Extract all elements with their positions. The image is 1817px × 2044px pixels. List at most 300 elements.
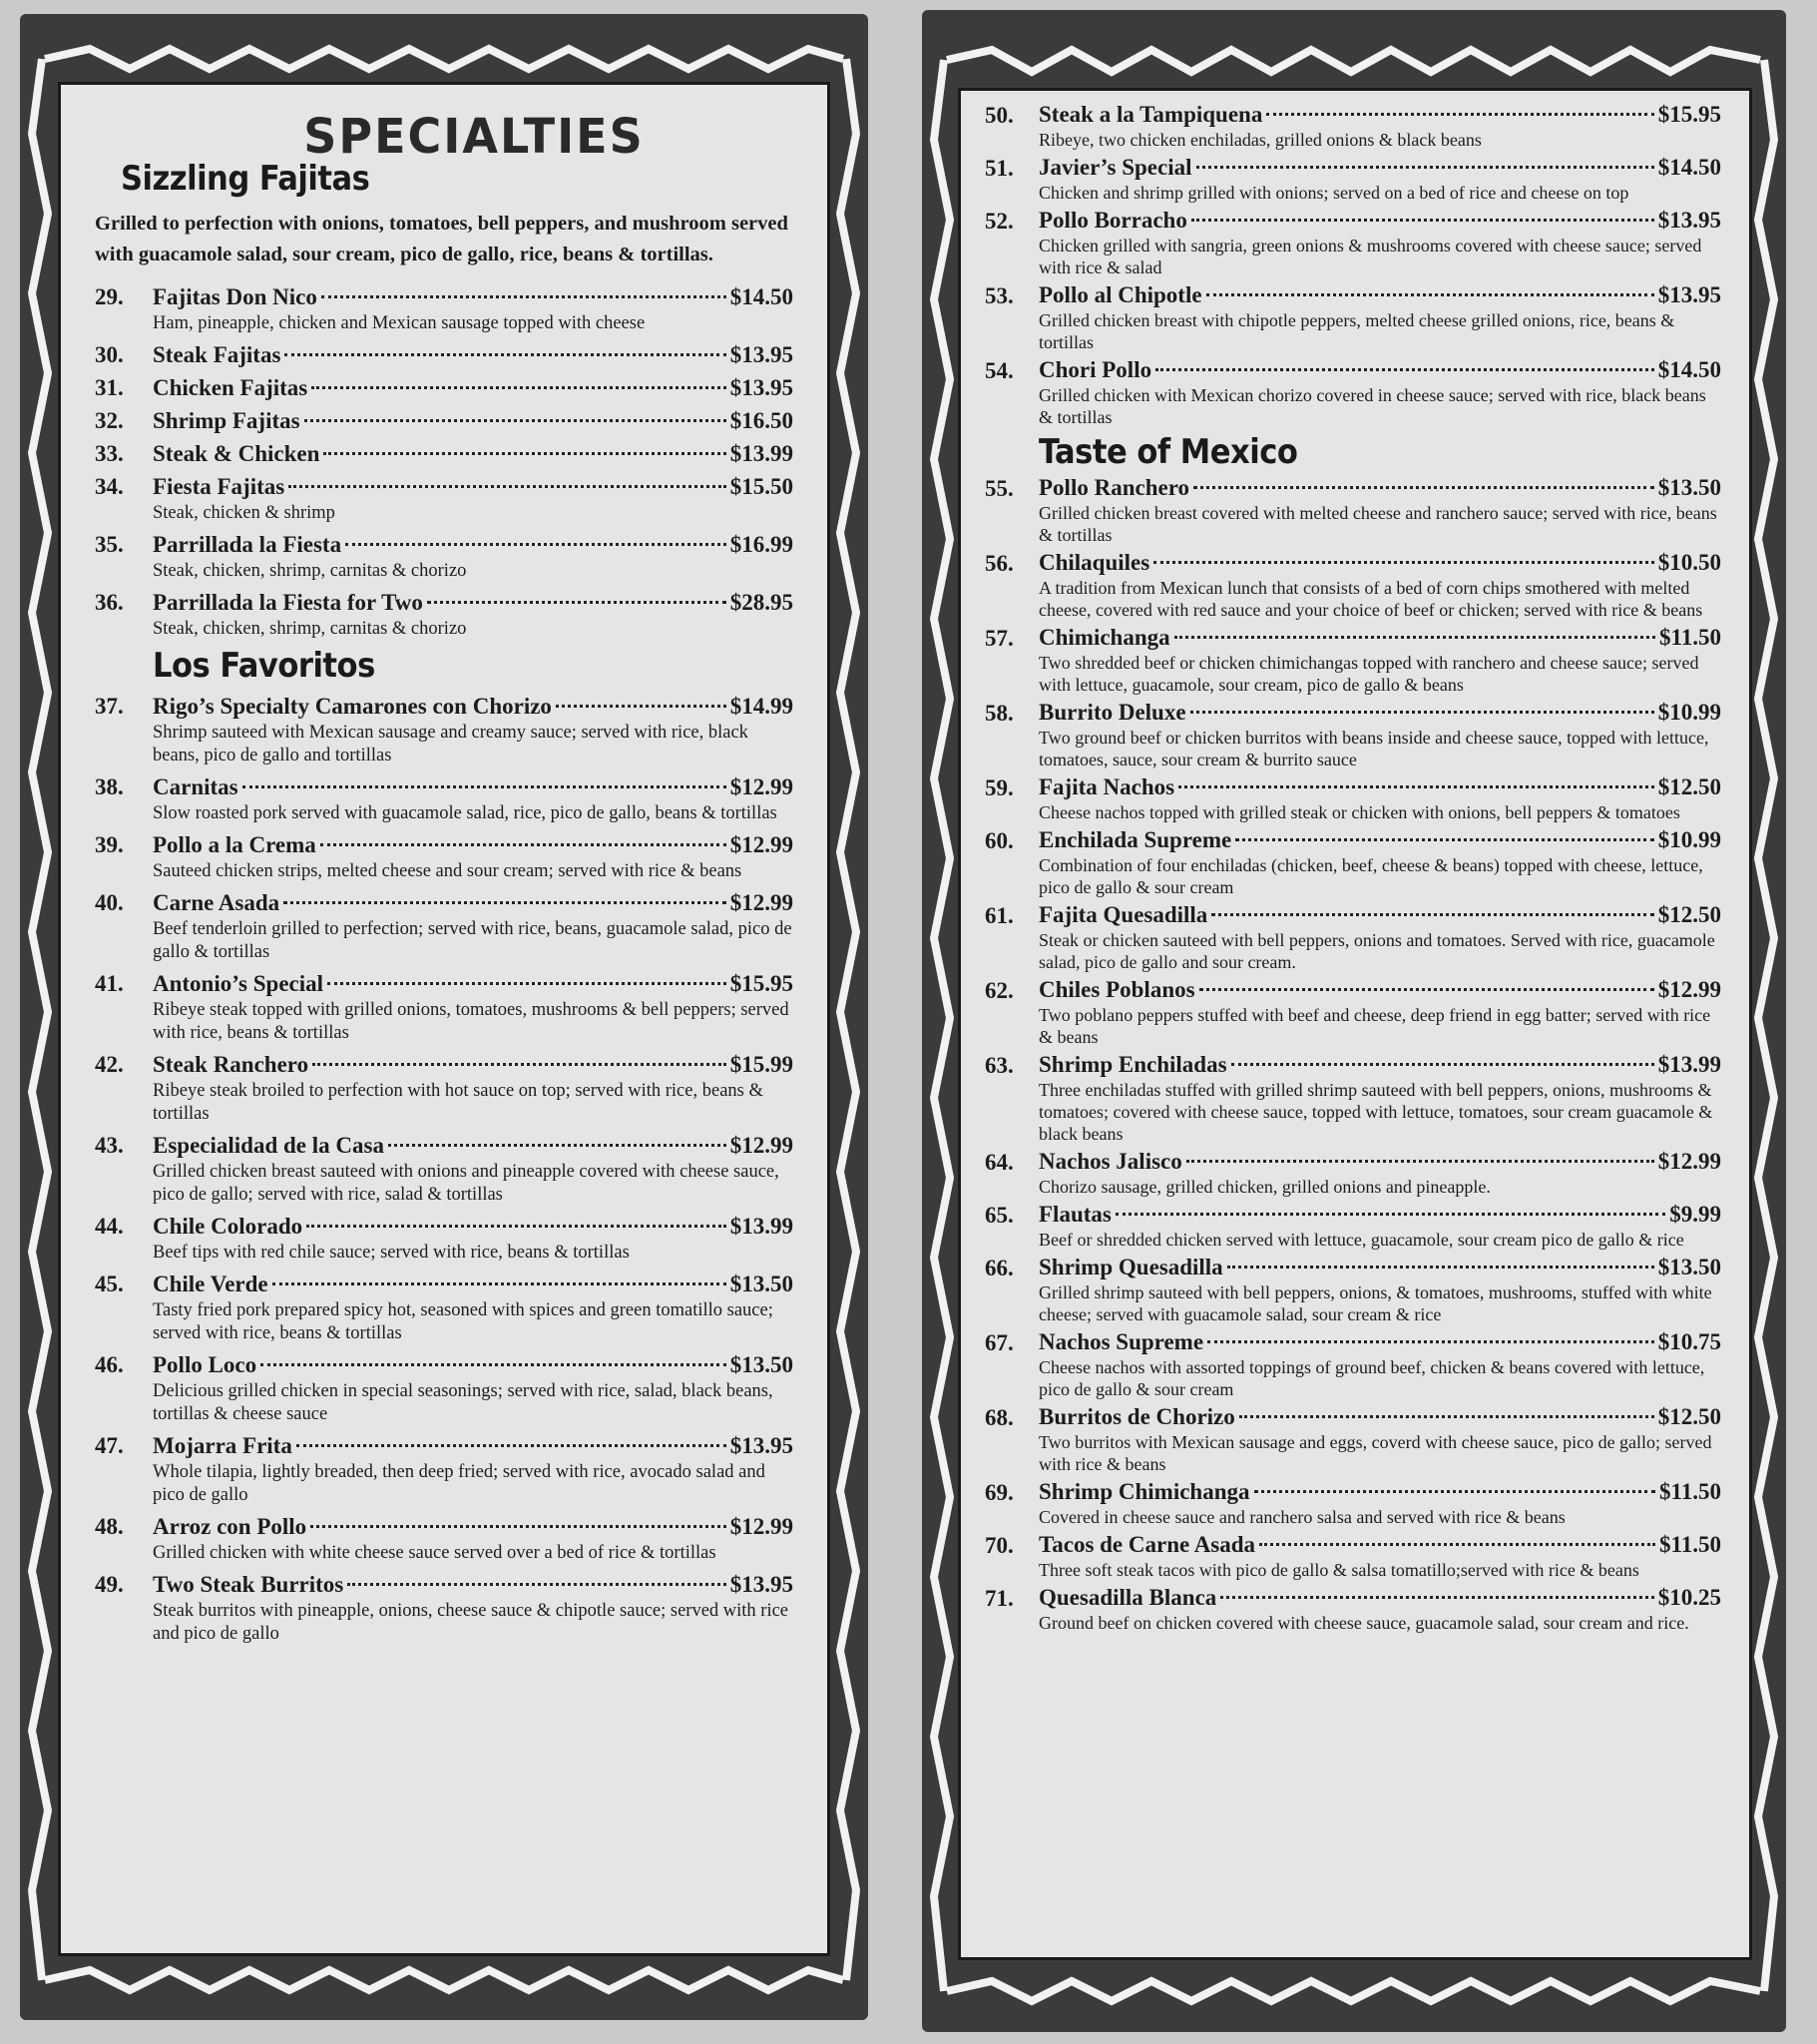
item-body xyxy=(1039,624,1721,696)
dot-leader xyxy=(1153,561,1654,564)
menu-page-right xyxy=(958,88,1752,1960)
menu-item xyxy=(985,1328,1721,1400)
item-body xyxy=(1039,1254,1721,1325)
item-price: $15.95 xyxy=(729,971,793,996)
item-line xyxy=(153,282,793,312)
item-name: Tacos de Carne Asada xyxy=(1039,1532,1256,1557)
item-price: $14.99 xyxy=(729,694,793,719)
item-description: Ribeye steak broiled to perfection with hot sauce on top; served with rice, beans & tortillas xyxy=(153,1081,763,1124)
menu-item xyxy=(95,1431,793,1507)
item-price: $13.95 xyxy=(1657,208,1721,233)
item-price: $14.50 xyxy=(1657,155,1721,180)
menu-item xyxy=(985,1478,1721,1528)
item-description: Two ground beef or chicken burritos with beans inside and cheese sauce, topped with lettuce, tomatoes, sauce, sour cream & burrito sauce xyxy=(1039,728,1709,769)
item-number: 33. xyxy=(95,441,124,466)
dot-leader xyxy=(1259,1543,1655,1546)
item-description: Steak or chicken sauteed with bell peppers, onions and tomatoes. Served with rice, guacamole salad, pico de gallo and sour cream. xyxy=(1039,930,1715,972)
menu-item xyxy=(985,1531,1721,1581)
dot-leader xyxy=(1206,293,1654,296)
item-number: 69. xyxy=(985,1480,1014,1505)
item-line xyxy=(153,373,793,403)
item-line xyxy=(1039,1051,1721,1079)
dot-leader xyxy=(1178,785,1654,788)
dot-leader xyxy=(1231,1063,1654,1066)
dot-leader xyxy=(1155,368,1654,371)
item-body xyxy=(1039,207,1721,278)
menu-panel-left xyxy=(20,14,868,2020)
menu-list-right xyxy=(985,101,1721,1634)
menu-item xyxy=(985,1051,1721,1145)
item-description: Slow roasted pork served with guacamole salad, rice, pico de gallo, beans & tortillas xyxy=(153,803,777,823)
item-number: 35. xyxy=(95,532,124,557)
item-number: 63. xyxy=(985,1053,1014,1078)
item-name: Quesadilla Blanca xyxy=(1039,1585,1217,1610)
item-body xyxy=(1039,976,1721,1048)
item-number: 46. xyxy=(95,1352,124,1377)
item-body xyxy=(1039,773,1721,823)
item-description: Combination of four enchiladas (chicken, beef, cheese & beans) topped with cheese, lettuce, pico de gallo & sour cream xyxy=(1039,855,1703,897)
item-line xyxy=(1039,826,1721,854)
item-name: Nachos Supreme xyxy=(1039,1329,1204,1354)
item-name: Especialidad de la Casa xyxy=(153,1133,384,1158)
menu-item xyxy=(95,1512,793,1565)
item-number: 29. xyxy=(95,284,124,309)
menu-list-left xyxy=(95,282,793,1646)
item-price: $13.99 xyxy=(729,1214,793,1239)
item-line xyxy=(1039,976,1721,1004)
dot-leader xyxy=(1235,838,1654,841)
item-name: Steak & Chicken xyxy=(153,441,320,466)
dot-leader xyxy=(1254,1490,1656,1493)
item-body xyxy=(1039,474,1721,546)
item-price: $13.50 xyxy=(729,1352,793,1377)
item-number: 64. xyxy=(985,1150,1014,1175)
item-name: Steak Ranchero xyxy=(153,1052,309,1077)
item-name: Chimichanga xyxy=(1039,625,1170,650)
item-body xyxy=(153,1570,793,1646)
category-heading-wrap xyxy=(985,432,1721,472)
item-body xyxy=(153,373,793,403)
menu-item xyxy=(985,207,1721,278)
item-body xyxy=(153,588,793,641)
item-description: Covered in cheese sauce and ranchero salsa and served with rice & beans xyxy=(1039,1507,1566,1527)
menu-item xyxy=(985,281,1721,353)
item-number: 55. xyxy=(985,476,1014,501)
dot-leader xyxy=(1186,1160,1654,1163)
dot-leader xyxy=(1174,636,1655,639)
item-description: Two shredded beef or chicken chimichangas topped with ranchero and cheese sauce; served with lettuce, guacamole, sour cream, pico de gallo & beans xyxy=(1039,653,1699,695)
item-name: Antonio’s Special xyxy=(153,971,324,996)
dot-leader xyxy=(296,1444,726,1447)
item-line xyxy=(153,969,793,999)
item-price: $12.99 xyxy=(729,1514,793,1539)
item-name: Arroz con Pollo xyxy=(153,1514,307,1539)
dot-leader xyxy=(388,1144,726,1147)
item-price: $12.50 xyxy=(1657,902,1721,927)
item-name: Parrillada la Fiesta for Two xyxy=(153,590,423,615)
menu-item xyxy=(95,1270,793,1345)
dot-leader xyxy=(1196,166,1654,169)
item-body xyxy=(1039,1403,1721,1475)
item-name: Chile Colorado xyxy=(153,1214,303,1239)
item-line xyxy=(1039,1584,1721,1612)
item-name: Shrimp Chimichanga xyxy=(1039,1479,1250,1504)
dot-leader xyxy=(283,901,726,904)
item-line xyxy=(153,588,793,618)
menu-item xyxy=(985,1254,1721,1325)
item-description: Grilled shrimp sauteed with bell peppers, onions, & tomatoes, mushrooms, stuffed with white cheese; served with guacamole salad, sour cream & rice xyxy=(1039,1282,1712,1324)
item-line xyxy=(153,1512,793,1542)
dot-leader xyxy=(320,843,726,846)
menu-item xyxy=(985,1148,1721,1198)
item-price: $15.50 xyxy=(729,474,793,499)
item-description: Chicken and shrimp grilled with onions; served on a bed of rice and cheese on top xyxy=(1039,183,1629,203)
item-line xyxy=(1039,207,1721,235)
dot-leader xyxy=(1116,1213,1665,1216)
item-price: $11.50 xyxy=(1659,1532,1721,1557)
item-line xyxy=(1039,356,1721,384)
item-name: Steak Fajitas xyxy=(153,342,281,367)
item-name: Shrimp Quesadilla xyxy=(1039,1255,1223,1279)
item-name: Carnitas xyxy=(153,774,238,799)
item-body xyxy=(153,406,793,436)
item-number: 47. xyxy=(95,1433,124,1458)
item-number: 38. xyxy=(95,774,124,799)
item-body xyxy=(153,969,793,1045)
item-price: $13.50 xyxy=(1657,475,1721,500)
item-body xyxy=(153,692,793,767)
item-description: Chicken grilled with sangria, green onions & mushrooms covered with cheese sauce; served with rice & salad xyxy=(1039,236,1702,277)
item-line xyxy=(1039,901,1721,929)
item-body xyxy=(153,888,793,964)
item-name: Chiles Poblanos xyxy=(1039,977,1195,1002)
item-name: Chori Pollo xyxy=(1039,357,1152,382)
fajitas-items xyxy=(95,282,793,641)
item-number: 65. xyxy=(985,1203,1014,1228)
menu-item xyxy=(985,101,1721,151)
item-description: Cheese nachos with assorted toppings of ground beef, chicken & beans covered with lettuce, pico de gallo & sour cream xyxy=(1039,1357,1705,1399)
menu-item xyxy=(95,340,793,370)
item-line xyxy=(1039,281,1721,309)
item-price: $13.50 xyxy=(729,1272,793,1296)
item-price: $14.50 xyxy=(1657,357,1721,382)
category-heading-taste-of-mexico: Taste of Mexico xyxy=(1039,432,1298,472)
item-name: Fiesta Fajitas xyxy=(153,474,285,499)
dot-leader xyxy=(1199,988,1654,991)
item-body xyxy=(1039,1584,1721,1634)
dot-leader xyxy=(321,295,726,298)
item-name: Pollo a la Crema xyxy=(153,832,316,857)
item-line xyxy=(153,888,793,918)
menu-panel-right xyxy=(922,10,1786,2032)
item-line xyxy=(1039,699,1721,727)
item-body xyxy=(153,1212,793,1265)
item-number: 71. xyxy=(985,1586,1014,1611)
dot-leader xyxy=(260,1363,726,1366)
menu-item xyxy=(95,888,793,964)
item-price: $12.99 xyxy=(729,832,793,857)
item-price: $16.99 xyxy=(729,532,793,557)
item-name: Chile Verde xyxy=(153,1272,268,1296)
dot-leader xyxy=(272,1282,726,1285)
item-number: 41. xyxy=(95,971,124,996)
item-number: 43. xyxy=(95,1133,124,1158)
item-description: Steak, chicken, shrimp, carnitas & chorizo xyxy=(153,619,467,639)
item-name: Javier’s Special xyxy=(1039,155,1192,180)
dot-leader xyxy=(347,1583,726,1586)
menu-item xyxy=(95,1212,793,1265)
item-price: $13.50 xyxy=(1657,1255,1721,1279)
item-body xyxy=(1039,901,1721,973)
item-description: Three enchiladas stuffed with grilled shrimp sauteed with bell peppers, onions, mushrooms & tomatoes; covered with cheese sauce, topped with lettuce, tomatoes, sour cream guacamole & black beans xyxy=(1039,1080,1713,1144)
item-description: Delicious grilled chicken in special seasonings; served with rice, salad, black beans, tortillas & cheese sauce xyxy=(153,1381,773,1424)
item-price: $13.95 xyxy=(729,1433,793,1458)
item-line xyxy=(153,830,793,860)
item-number: 40. xyxy=(95,890,124,915)
dot-leader xyxy=(1211,913,1653,916)
dot-leader xyxy=(1190,711,1654,714)
item-number: 51. xyxy=(985,156,1014,181)
item-name: Carne Asada xyxy=(153,890,280,915)
item-number: 54. xyxy=(985,358,1014,383)
item-price: $9.99 xyxy=(1669,1202,1721,1227)
item-name: Rigo’s Specialty Camarones con Chorizo xyxy=(153,694,552,719)
dot-leader xyxy=(1239,1415,1654,1418)
item-line xyxy=(1039,154,1721,182)
item-price: $12.99 xyxy=(1657,1149,1721,1174)
item-line xyxy=(153,406,793,436)
item-description: Grilled chicken breast sauteed with onions and pineapple covered with cheese sauce, pico de gallo; served with rice, salad & tortillas xyxy=(153,1162,779,1205)
item-description: Two burritos with Mexican sausage and eggs, coverd with cheese sauce, pico de gallo; served with rice & beans xyxy=(1039,1432,1712,1474)
favoritos-items xyxy=(95,692,793,1646)
menu-item xyxy=(985,549,1721,621)
item-description: Steak, chicken, shrimp, carnitas & chorizo xyxy=(153,561,467,581)
item-number: 66. xyxy=(985,1256,1014,1280)
item-description: Three soft steak tacos with pico de gallo & salsa tomatillo;served with rice & beans xyxy=(1039,1560,1639,1580)
item-line xyxy=(153,1570,793,1600)
item-body xyxy=(153,1512,793,1565)
item-name: Pollo Loco xyxy=(153,1352,257,1377)
item-line xyxy=(1039,624,1721,652)
dot-leader xyxy=(427,601,726,604)
item-price: $12.50 xyxy=(1657,1404,1721,1429)
item-number: 42. xyxy=(95,1052,124,1077)
item-price: $14.50 xyxy=(729,284,793,309)
item-body xyxy=(1039,1051,1721,1145)
item-body xyxy=(153,472,793,525)
item-number: 57. xyxy=(985,626,1014,651)
category-heading-fajitas: Sizzling Fajitas xyxy=(121,159,370,199)
item-description: Shrimp sauteed with Mexican sausage and creamy sauce; served with rice, black beans, pico de gallo and tortillas xyxy=(153,723,748,766)
item-description: Grilled chicken breast with chipotle peppers, melted cheese grilled onions, rice, beans & tortillas xyxy=(1039,310,1675,352)
item-body xyxy=(153,1431,793,1507)
item-body xyxy=(153,772,793,825)
item-description: Steak burritos with pineapple, onions, cheese sauce & chipotle sauce; served with rice and pico de gallo xyxy=(153,1601,789,1644)
item-description: Whole tilapia, lightly breaded, then deep fried; served with rice, avocado salad and pico de gallo xyxy=(153,1462,765,1505)
item-number: 58. xyxy=(985,701,1014,726)
item-body xyxy=(1039,281,1721,353)
menu-item xyxy=(985,624,1721,696)
menu-item xyxy=(95,1131,793,1207)
item-description: Beef or shredded chicken served with lettuce, guacamole, sour cream pico de gallo & rice xyxy=(1039,1230,1684,1250)
item-line xyxy=(1039,1478,1721,1506)
item-body xyxy=(153,282,793,335)
item-body xyxy=(153,1350,793,1426)
item-description: Chorizo sausage, grilled chicken, grilled onions and pineapple. xyxy=(1039,1177,1491,1197)
item-line xyxy=(153,340,793,370)
item-price: $15.95 xyxy=(1657,102,1721,127)
item-name: Mojarra Frita xyxy=(153,1433,292,1458)
item-line xyxy=(1039,1201,1721,1229)
item-name: Chicken Fajitas xyxy=(153,375,308,400)
menu-item xyxy=(95,530,793,583)
item-price: $12.50 xyxy=(1657,774,1721,799)
item-body xyxy=(1039,1328,1721,1400)
item-description: Grilled chicken with Mexican chorizo covered in cheese sauce; served with rice, black beans & tortillas xyxy=(1039,385,1706,427)
item-description: A tradition from Mexican lunch that consists of a bed of corn chips smothered with melted cheese, covered with red sauce and your choice of beef or chicken; served with rice & beans xyxy=(1039,578,1703,620)
item-description: Cheese nachos topped with grilled steak or chicken with onions, bell peppers & tomatoes xyxy=(1039,802,1680,822)
item-name: Pollo al Chipotle xyxy=(1039,282,1202,307)
item-line xyxy=(153,1050,793,1080)
item-body xyxy=(1039,699,1721,770)
menu-item xyxy=(985,1584,1721,1634)
menu-item xyxy=(95,772,793,825)
item-price: $15.99 xyxy=(729,1052,793,1077)
item-number: 36. xyxy=(95,590,124,615)
item-price: $12.99 xyxy=(729,890,793,915)
item-name: Enchilada Supreme xyxy=(1039,827,1232,852)
item-name: Shrimp Enchiladas xyxy=(1039,1052,1227,1077)
item-description: Grilled chicken breast covered with melted cheese and ranchero sauce; served with rice, beans & tortillas xyxy=(1039,503,1717,545)
item-line xyxy=(153,439,793,469)
item-number: 59. xyxy=(985,775,1014,800)
item-body xyxy=(153,1131,793,1207)
item-number: 67. xyxy=(985,1330,1014,1355)
item-number: 53. xyxy=(985,283,1014,308)
menu-item xyxy=(985,356,1721,428)
item-line xyxy=(1039,1254,1721,1281)
item-price: $10.99 xyxy=(1657,700,1721,725)
menu-item xyxy=(95,830,793,883)
item-price: $10.25 xyxy=(1657,1585,1721,1610)
item-price: $10.75 xyxy=(1657,1329,1721,1354)
item-price: $12.99 xyxy=(729,774,793,799)
menu-item xyxy=(95,588,793,641)
item-price: $12.99 xyxy=(1657,977,1721,1002)
menu-item xyxy=(95,1570,793,1646)
item-price: $16.50 xyxy=(729,408,793,433)
item-price: $13.95 xyxy=(729,375,793,400)
item-number: 52. xyxy=(985,209,1014,234)
item-price: $13.95 xyxy=(729,342,793,367)
item-name: Pollo Borracho xyxy=(1039,208,1187,233)
item-line xyxy=(153,1431,793,1461)
menu-item xyxy=(95,472,793,525)
dot-leader xyxy=(242,785,726,788)
dot-leader xyxy=(311,386,726,389)
item-number: 31. xyxy=(95,375,124,400)
item-number: 61. xyxy=(985,903,1014,928)
item-line xyxy=(153,1131,793,1161)
dot-leader xyxy=(1193,486,1654,489)
page-title: SPECIALTIES xyxy=(303,107,645,165)
item-line xyxy=(1039,1148,1721,1176)
menu-item xyxy=(985,699,1721,770)
item-description: Ribeye steak topped with grilled onions, tomatoes, mushrooms & bell peppers; served with rice, beans & tortillas xyxy=(153,1000,789,1043)
item-body xyxy=(1039,549,1721,621)
item-body xyxy=(1039,1148,1721,1198)
item-name: Fajita Nachos xyxy=(1039,774,1175,799)
item-body xyxy=(153,1270,793,1345)
item-number: 30. xyxy=(95,342,124,367)
dot-leader xyxy=(1191,219,1654,222)
dot-leader xyxy=(312,1063,726,1066)
item-number: 62. xyxy=(985,978,1014,1003)
dot-leader xyxy=(310,1525,726,1528)
item-name: Nachos Jalisco xyxy=(1039,1149,1182,1174)
dot-leader xyxy=(304,419,726,422)
item-name: Burritos de Chorizo xyxy=(1039,1404,1235,1429)
dot-leader xyxy=(284,353,725,356)
item-number: 56. xyxy=(985,551,1014,576)
item-description: Steak, chicken & shrimp xyxy=(153,503,335,523)
item-name: Shrimp Fajitas xyxy=(153,408,300,433)
dot-leader xyxy=(323,452,725,455)
item-body xyxy=(1039,101,1721,151)
item-number: 39. xyxy=(95,832,124,857)
item-price: $13.95 xyxy=(1657,282,1721,307)
item-body xyxy=(1039,356,1721,428)
dot-leader xyxy=(288,485,726,488)
item-number: 45. xyxy=(95,1272,124,1296)
item-line xyxy=(1039,1328,1721,1356)
item-line xyxy=(153,1212,793,1242)
menu-item xyxy=(985,474,1721,546)
item-description: Two poblano peppers stuffed with beef and cheese, deep friend in egg batter; served with rice & beans xyxy=(1039,1005,1711,1047)
item-body xyxy=(1039,1531,1721,1581)
item-body xyxy=(153,1050,793,1126)
item-description: Sauteed chicken strips, melted cheese and sour cream; served with rice & beans xyxy=(153,861,742,881)
item-number: 44. xyxy=(95,1214,124,1239)
menu-item xyxy=(95,1050,793,1126)
item-number: 49. xyxy=(95,1572,124,1597)
item-body xyxy=(153,340,793,370)
item-name: Fajita Quesadilla xyxy=(1039,902,1208,927)
dot-leader xyxy=(556,705,726,708)
item-price: $13.99 xyxy=(729,441,793,466)
item-price: $10.50 xyxy=(1657,550,1721,575)
menu-item xyxy=(95,373,793,403)
item-name: Fajitas Don Nico xyxy=(153,284,317,309)
item-body xyxy=(1039,154,1721,204)
menu-item xyxy=(95,969,793,1045)
item-number: 70. xyxy=(985,1533,1014,1558)
menu-item xyxy=(985,901,1721,973)
item-name: Steak a la Tampiquena xyxy=(1039,102,1263,127)
dot-leader xyxy=(327,982,726,985)
dot-leader xyxy=(1207,1340,1654,1343)
item-line xyxy=(153,692,793,722)
menu-item xyxy=(95,692,793,767)
item-name: Pollo Ranchero xyxy=(1039,475,1189,500)
item-description: Ribeye, two chicken enchiladas, grilled onions & black beans xyxy=(1039,130,1482,150)
item-name: Flautas xyxy=(1039,1202,1112,1227)
item-line xyxy=(153,1350,793,1380)
item-name: Chilaquiles xyxy=(1039,550,1150,575)
item-body xyxy=(153,530,793,583)
dot-leader xyxy=(1266,113,1653,116)
item-price: $12.99 xyxy=(729,1133,793,1158)
